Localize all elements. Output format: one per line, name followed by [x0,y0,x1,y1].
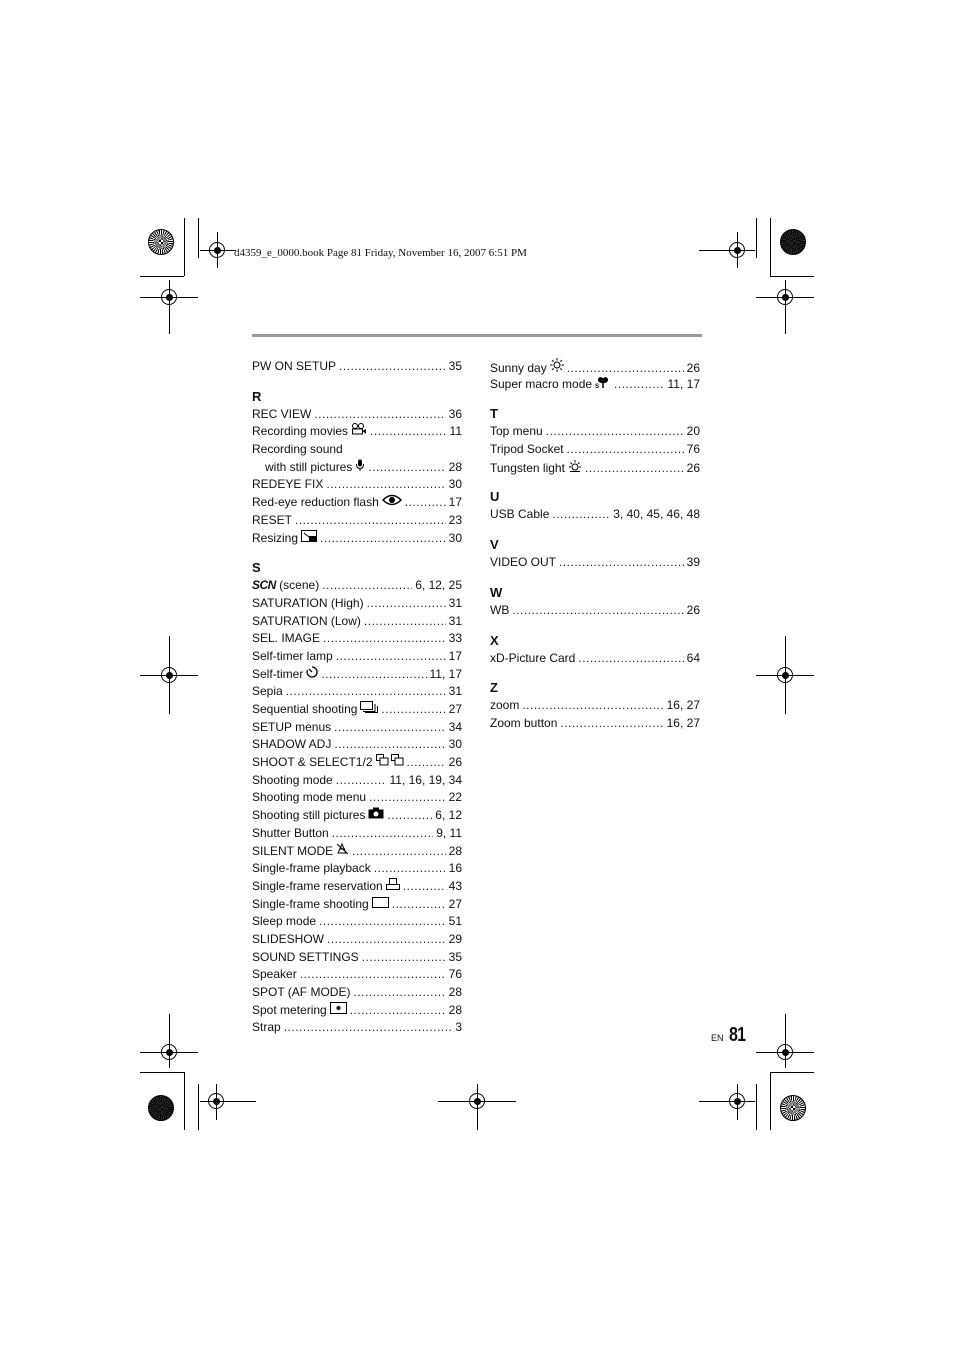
starburst-mark-icon [780,229,806,255]
index-entry: Self-timer ..... 11, 17 [252,666,462,684]
section-letter: U [490,489,500,505]
index-entry: REDEYE FIX ..... 30 [252,476,462,494]
index-entry: RESET ..... 23 [252,512,462,530]
registration-mark-icon [208,1093,224,1109]
single-frame-icon [372,897,389,908]
registration-mark-icon [777,667,793,683]
index-entry: SLIDESHOW ..... 29 [252,931,462,949]
index-entry: VIDEO OUT ..... 39 [490,554,700,572]
index-entry: Sequential shooting ..... 27 [252,701,462,719]
index-entry: Shooting still pictures ..... 6, 12 [252,807,462,825]
starburst-mark-icon [148,1095,174,1121]
index-entry: USB Cable ..... 3, 40, 45, 46, 48 [490,506,700,524]
shoot-select-icon [376,754,404,766]
index-entry: Recording movies ..... 11 [252,423,462,441]
index-entry: SHOOT & SELECT1/2 ..... 26 [252,754,462,772]
index-column-right [490,358,700,733]
registration-mark-icon [209,242,225,258]
index-entry: Single-frame playback ..... 16 [252,860,462,878]
section-letter: T [490,406,498,422]
print-reserve-icon [386,878,400,890]
index-column-left [252,358,462,1037]
section-letter: S [252,560,261,576]
starburst-mark-icon [780,1095,806,1121]
index-entry: zoom ..... 16, 27 [490,697,700,715]
index-entry: Recording sound [252,442,343,457]
index-entry: Sepia ..... 31 [252,683,462,701]
index-entry: SATURATION (Low) ..... 31 [252,613,462,631]
index-entry: with still pictures ..... 28 [252,459,462,477]
index-entry: Tungsten light ..... 26 [490,459,700,477]
section-letter: W [490,584,503,600]
index-entry: SCN (scene) ..... 6, 12, 25 [252,577,462,595]
index-entry: Single-frame shooting ..... 27 [252,896,462,914]
index-entry: Sleep mode ..... 51 [252,913,462,931]
super-macro-icon [595,376,611,388]
index-entry: SILENT MODE ..... 28 [252,843,462,861]
tungsten-icon [568,459,582,472]
language-label: EN [711,1033,724,1043]
registration-mark-icon [469,1093,485,1109]
index-entry: SETUP menus ..... 34 [252,719,462,737]
section-letter: V [490,537,499,553]
index-entry: Shooting mode ..... 11, 16, 19, 34 [252,772,462,790]
registration-mark-icon [161,1044,177,1060]
sun-icon [550,358,564,372]
movie-camera-icon [351,423,367,435]
self-timer-icon [306,666,318,678]
index-entry: Speaker ..... 76 [252,966,462,984]
microphone-icon [355,459,365,471]
registration-mark-icon [729,242,745,258]
section-letter: X [490,632,499,648]
registration-mark-icon [729,1093,745,1109]
section-letter: Z [490,680,498,696]
print-header: d4359_e_0000.book Page 81 Friday, November 16, 2007 6:51 PM [234,247,527,259]
registration-mark-icon [777,1044,793,1060]
section-letter: R [252,388,262,404]
spot-metering-icon [330,1002,347,1014]
header-rule [252,334,702,337]
index-entry: SEL. IMAGE ..... 33 [252,630,462,648]
index-entry: Super macro mode S ..... 11, 17 [490,376,700,394]
index-entry: SATURATION (High) ..... 31 [252,595,462,613]
index-entry: SPOT (AF MODE) ..... 28 [252,984,462,1002]
svg-text:S: S [595,383,600,388]
index-entry: SOUND SETTINGS ..... 35 [252,949,462,967]
index-entry: Spot metering ..... 28 [252,1002,462,1020]
index-entry: Shutter Button ..... 9, 11 [252,825,462,843]
index-entry: PW ON SETUP ..... 35 [252,358,462,376]
index-entry: Sunny day ..... 26 [490,358,700,376]
index-entry: Zoom button ..... 16, 27 [490,715,700,733]
index-entry: Strap ..... 3 [252,1019,462,1037]
index-entry: Self-timer lamp ..... 17 [252,648,462,666]
index-entry: Top menu ..... 20 [490,423,700,441]
starburst-mark-icon [148,229,174,255]
registration-mark-icon [161,289,177,305]
page-number-value: 81 [728,1024,745,1046]
index-entry: xD-Picture Card ..... 64 [490,650,700,668]
page-number [711,1024,747,1047]
camera-icon [368,807,384,819]
eye-icon [382,494,402,506]
registration-mark-icon [161,667,177,683]
index-entry: Shooting mode menu ..... 22 [252,789,462,807]
registration-mark-icon [777,289,793,305]
silent-icon [336,843,349,855]
resize-icon [301,530,317,542]
index-entry: Single-frame reservation ..... 43 [252,878,462,896]
index-entry: Resizing ..... 30 [252,530,462,548]
sequential-icon [360,701,378,713]
index-entry: Red-eye reduction flash ..... 17 [252,494,462,512]
index-entry: REC VIEW ..... 36 [252,406,462,424]
index-entry: WB ..... 26 [490,602,700,620]
index-entry: Tripod Socket ..... 76 [490,441,700,459]
index-entry: SHADOW ADJ ..... 30 [252,736,462,754]
